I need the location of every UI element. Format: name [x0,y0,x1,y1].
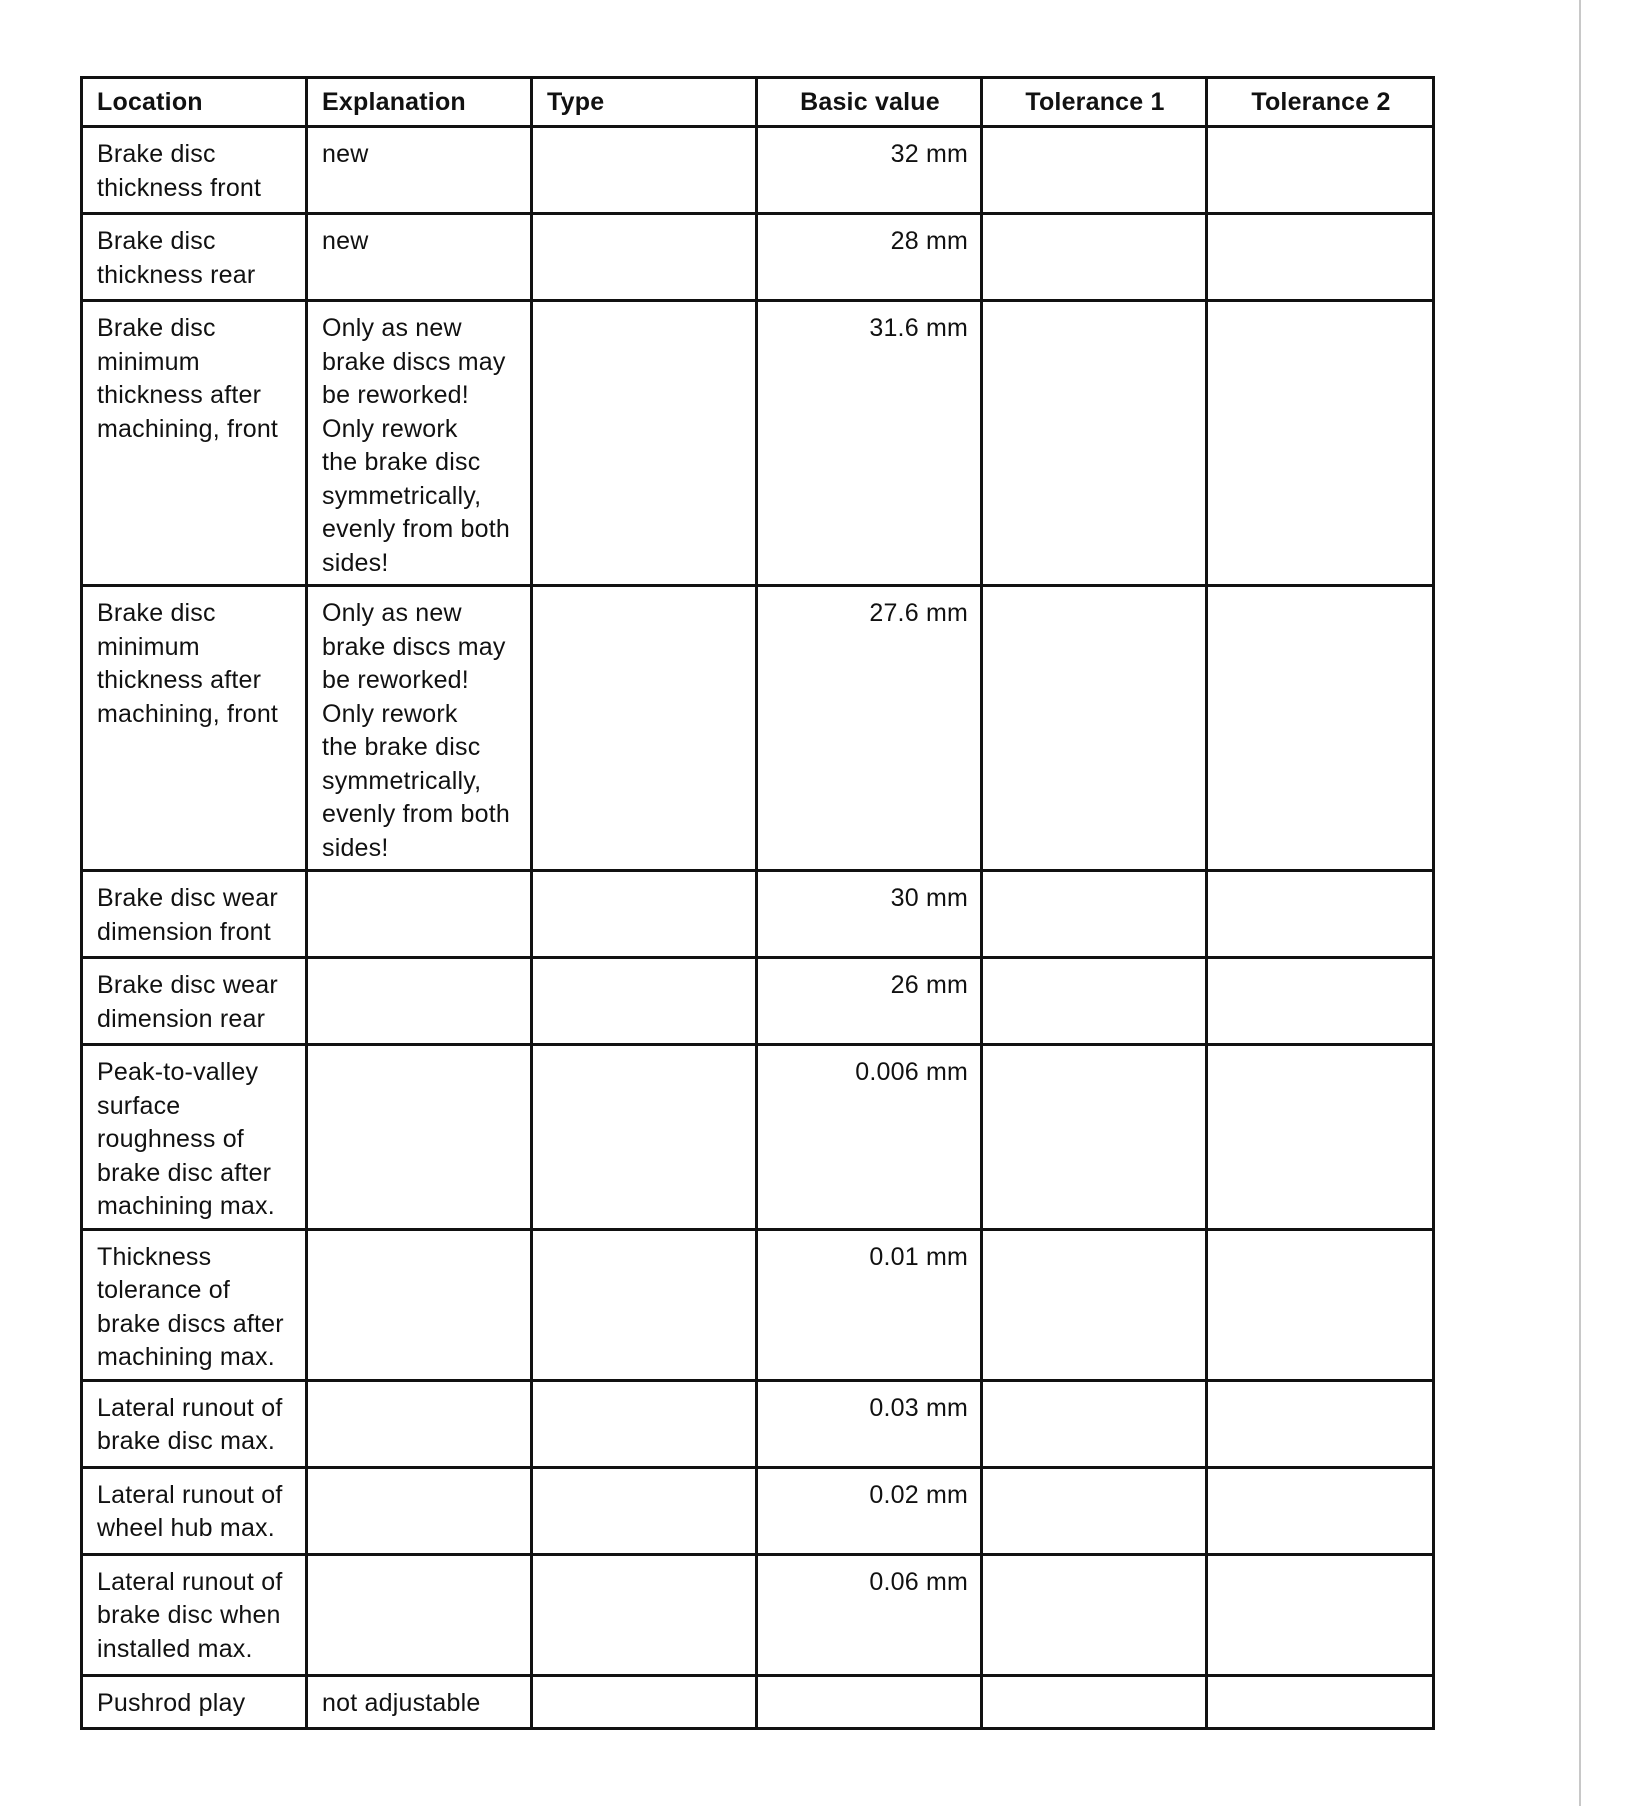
cell-tolerance-2 [1207,214,1434,301]
cell-type [532,301,757,586]
cell-location [82,214,307,301]
cell-basic-value: 0.006 mm [757,1045,982,1230]
cell-tolerance-1 [982,1380,1207,1467]
table-row [82,127,1434,214]
cell-location-text: Lateral runout of wheel hub max. [97,1480,283,1542]
table-row [82,1045,1434,1230]
cell-explanation-text: Only as new brake discs may be reworked! Only rework the brake disc symmetrically, evenly from both sides! [322,599,511,862]
cell-location-text: Brake disc wear dimension front [97,884,278,946]
cell-location [82,1554,307,1675]
cell-basic-value: 0.03 mm [757,1380,982,1467]
cell-tolerance-2 [1207,301,1434,586]
table-row [82,958,1434,1045]
column-header-basic-value: Basic value [757,78,982,127]
cell-type [532,586,757,871]
column-header-location: Location [82,78,307,127]
column-header-explanation: Explanation [307,78,532,127]
cell-basic-value [757,1675,982,1728]
cell-location-text: Lateral runout of brake disc max. [97,1393,283,1455]
cell-explanation [307,1554,532,1675]
column-header-type: Type [532,78,757,127]
cell-type [532,1467,757,1554]
cell-explanation [307,871,532,958]
cell-explanation-text: Only as new brake discs may be reworked! Only rework the brake disc symmetrically, evenly from both sides! [322,314,511,577]
table-row [82,1229,1434,1380]
cell-tolerance-1 [982,1045,1207,1230]
cell-location-text: Brake disc minimum thickness after machining, front [97,314,279,443]
cell-type [532,214,757,301]
cell-tolerance-1 [982,1554,1207,1675]
cell-location [82,1467,307,1554]
cell-location [82,301,307,586]
column-header-tolerance-2: Tolerance 2 [1207,78,1434,127]
cell-tolerance-2 [1207,586,1434,871]
cell-tolerance-2 [1207,1229,1434,1380]
cell-explanation [307,214,532,301]
table-row [82,586,1434,871]
cell-explanation [307,586,532,871]
cell-tolerance-2 [1207,871,1434,958]
cell-tolerance-1 [982,1675,1207,1728]
cell-location-text: Brake disc thickness rear [97,227,256,289]
cell-type [532,1045,757,1230]
cell-explanation [307,958,532,1045]
cell-explanation [307,1675,532,1728]
cell-type [532,1554,757,1675]
table-row [82,1380,1434,1467]
cell-location-text: Brake disc thickness front [97,140,262,202]
cell-explanation-text: new [322,227,369,255]
cell-location-text: Thickness tolerance of brake discs after machining max. [97,1242,284,1371]
cell-basic-value: 0.06 mm [757,1554,982,1675]
cell-tolerance-2 [1207,958,1434,1045]
cell-tolerance-1 [982,1467,1207,1554]
cell-location [82,871,307,958]
cell-location [82,1380,307,1467]
cell-location-text: Pushrod play [97,1688,246,1717]
cell-explanation [307,1229,532,1380]
cell-location-text: Brake disc wear dimension rear [97,971,278,1033]
cell-basic-value: 27.6 mm [757,586,982,871]
cell-tolerance-1 [982,301,1207,586]
cell-basic-value: 28 mm [757,214,982,301]
table-row [82,1554,1434,1675]
cell-type [532,871,757,958]
cell-location [82,1675,307,1728]
cell-tolerance-2 [1207,1467,1434,1554]
cell-basic-value: 30 mm [757,871,982,958]
cell-tolerance-1 [982,127,1207,214]
cell-explanation [307,127,532,214]
cell-basic-value: 32 mm [757,127,982,214]
cell-explanation [307,301,532,586]
cell-tolerance-1 [982,214,1207,301]
cell-type [532,1675,757,1728]
table-row [82,214,1434,301]
cell-tolerance-2 [1207,1380,1434,1467]
cell-location [82,1229,307,1380]
table-row [82,301,1434,586]
cell-basic-value: 31.6 mm [757,301,982,586]
table-header-row [82,78,1434,127]
cell-type [532,1229,757,1380]
table-row [82,1467,1434,1554]
cell-location [82,1045,307,1230]
cell-explanation-text: not adjustable [322,1688,481,1717]
table-row [82,1675,1434,1728]
cell-basic-value: 0.02 mm [757,1467,982,1554]
cell-location-text: Peak-to-valley surface roughness of brake disc after machining max. [97,1058,275,1220]
cell-tolerance-1 [982,586,1207,871]
cell-tolerance-1 [982,1229,1207,1380]
cell-location [82,958,307,1045]
cell-basic-value: 0.01 mm [757,1229,982,1380]
cell-tolerance-2 [1207,1675,1434,1728]
cell-type [532,1380,757,1467]
brake-specification-table [80,76,1435,1730]
cell-tolerance-1 [982,958,1207,1045]
cell-tolerance-1 [982,871,1207,958]
cell-explanation [307,1380,532,1467]
cell-tolerance-2 [1207,1554,1434,1675]
cell-location-text: Lateral runout of brake disc when installed max. [97,1567,283,1663]
page-edge-divider [1579,0,1581,1806]
cell-explanation [307,1045,532,1230]
cell-tolerance-2 [1207,1045,1434,1230]
cell-type [532,127,757,214]
cell-tolerance-2 [1207,127,1434,214]
cell-basic-value: 26 mm [757,958,982,1045]
cell-explanation-text: new [322,140,369,168]
cell-location-text: Brake disc minimum thickness after machining, front [97,599,279,728]
cell-explanation [307,1467,532,1554]
cell-location [82,586,307,871]
table-row [82,871,1434,958]
cell-type [532,958,757,1045]
column-header-tolerance-1: Tolerance 1 [982,78,1207,127]
cell-location [82,127,307,214]
